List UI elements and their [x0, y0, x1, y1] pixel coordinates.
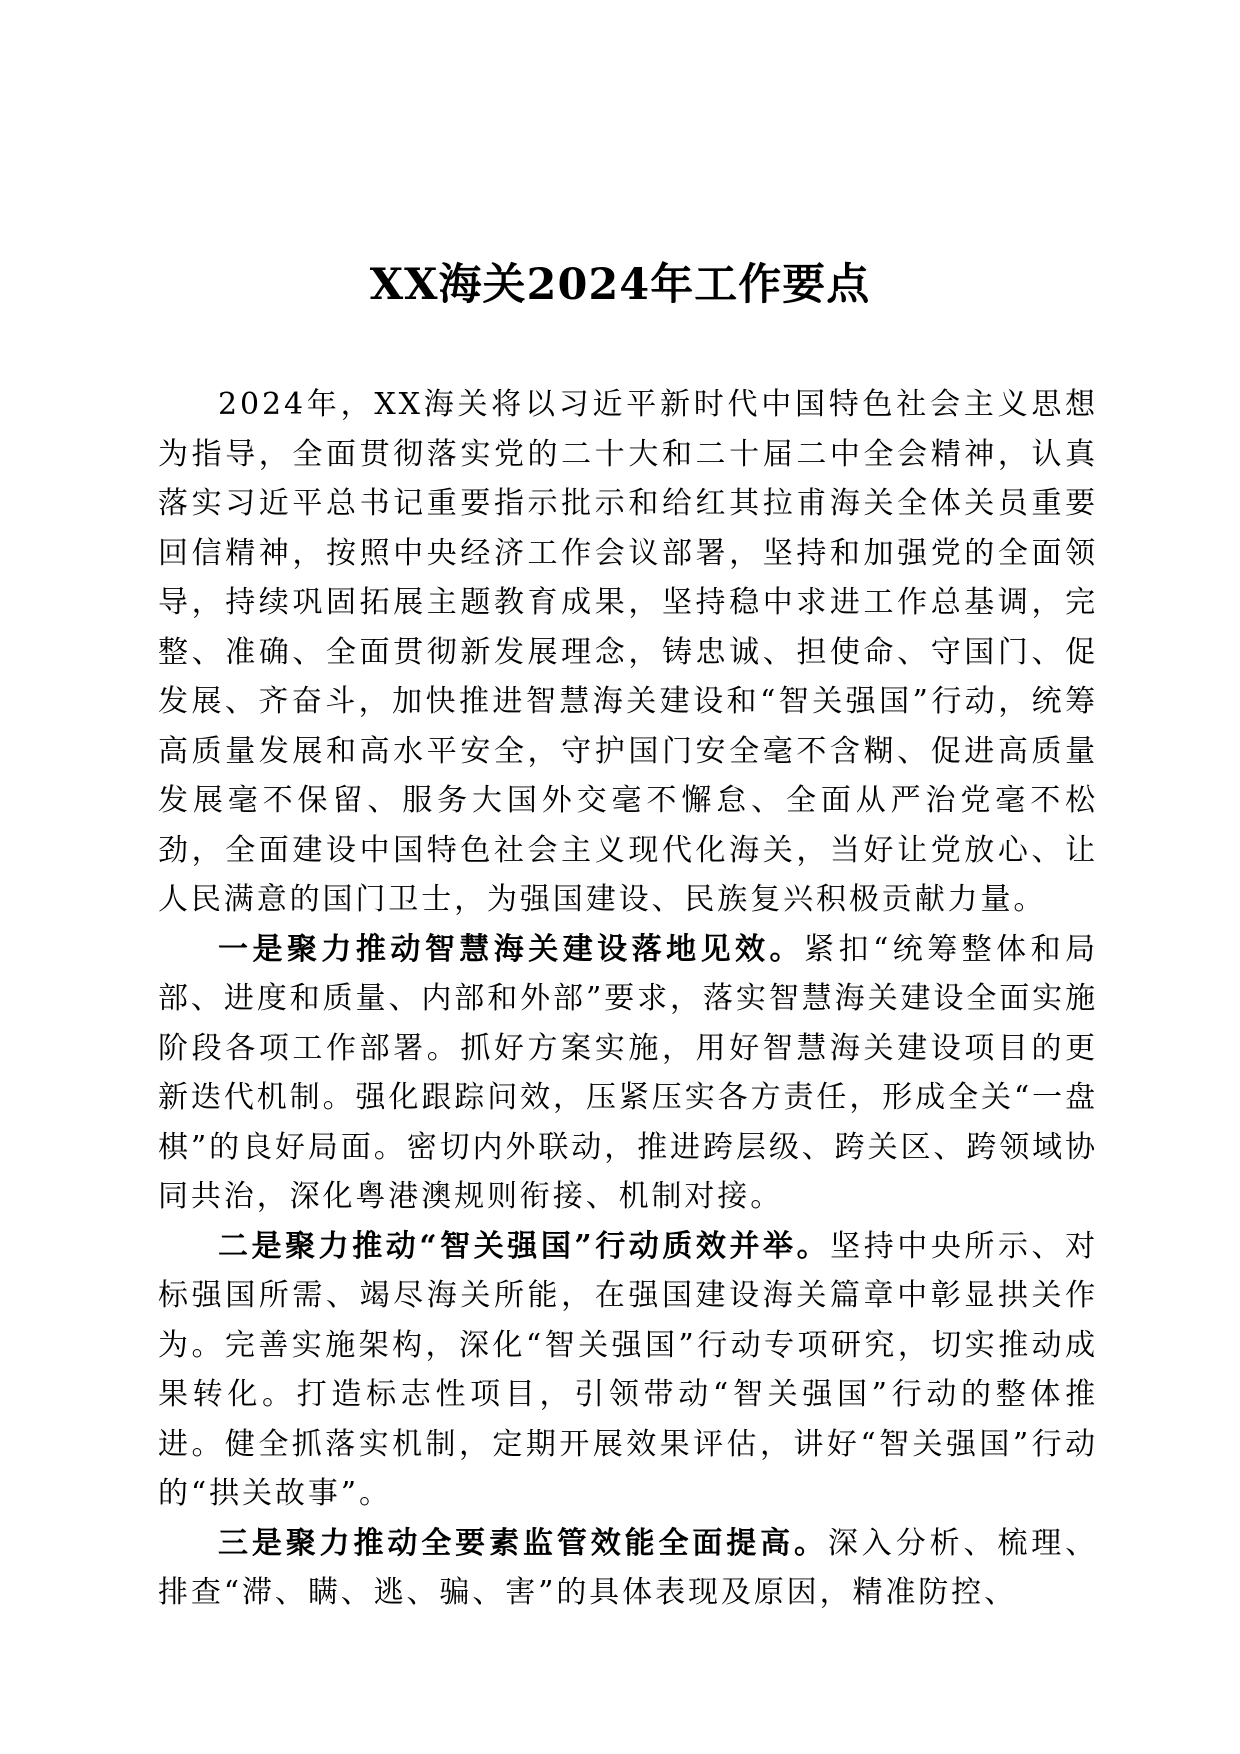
section-text-1: 紧扣“统筹整体和局部、进度和质量、内部和外部”要求，落实智慧海关建设全面实施阶段各项工作部署。抓好方案实施，用好智慧海关建设项目的更新迭代机制。强化跟踪问效，压紧压实各方责任，形成全关“一盘棋”的良好局面。密切内外联动，推进跨层级、跨关区、跨领域协同共治，深化粤港澳规则衔接、机制对接。: [158, 931, 1098, 1214]
section-text-3: 深入分析、梳理、排查“滞、瞒、逃、骗、害”的具体表现及原因，精准防控、: [158, 1525, 1099, 1610]
section-heading-2: 二是聚力推动“智关强国”行动质效并举。: [218, 1228, 831, 1264]
section-paragraph-3: [158, 1519, 1098, 1618]
intro-paragraph: 2024年，XX海关将以习近平新时代中国特色社会主义思想为指导，全面贯彻落实党的二十大和二十届二中全会精神，认真落实习近平总书记重要指示批示和给红其拉甫海关全体关员重要回信精神，按照中央经济工作会议部署，坚持和加强党的全面领导，持续巩固拓展主题教育成果，坚持稳中求进工作总基调，完整、准确、全面贯彻新发展理念，铸忠诚、担使命、守国门、促发展、齐奋斗，加快推进智慧海关建设和“智关强国”行动，统筹高质量发展和高水平安全，守护国门安全毫不含糊、促进高质量发展毫不保留、服务大国外交毫不懈怠、全面从严治党毫不松劲，全面建设中国特色社会主义现代化海关，当好让党放心、让人民满意的国门卫士，为强国建设、民族复兴积极贡献力量。: [158, 387, 1098, 917]
document-body: [158, 380, 1098, 1618]
section-heading-1: 一是聚力推动智慧海关建设落地见效。: [218, 931, 804, 967]
document-title: XX海关2024年工作要点: [369, 260, 871, 310]
section-paragraph-1: [158, 925, 1098, 1222]
section-heading-3: 三是聚力推动全要素监管效能全面提高。: [218, 1525, 828, 1561]
section-text-2: 坚持中央所示、对标强国所需、竭尽海关所能，在强国建设海关篇章中彰显拱关作为。完善实施架构，深化“智关强国”行动专项研究，切实推动成果转化。打造标志性项目，引领带动“智关强国”行动的整体推进。健全抓落实机制，定期开展效果评估，讲好“智关强国”行动的“拱关故事”。: [158, 1228, 1098, 1511]
section-paragraph-2: [158, 1222, 1098, 1519]
